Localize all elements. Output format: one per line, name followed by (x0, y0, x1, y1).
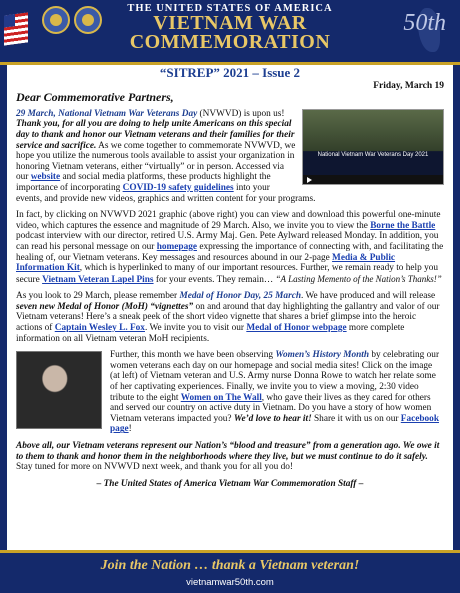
text: , which is hyperlinked to many of our important resources. Further, we remain ready to help you secure (16, 263, 439, 285)
women-on-the-wall-link[interactable]: Women on The Wall (180, 392, 262, 403)
header-banner (0, 0, 460, 65)
header-title (0, 14, 460, 52)
text: by celebrating our women veterans each day on our homepage and social media sites! Click on the image (at left) of Vietnam veteran and U.S. Army nurse Donna Rowe to watch her relate some of her captivating experiences. Finally, we invite you to view a moving, 2:30 video tribute to the eight (110, 350, 440, 403)
paragraph-nvwvd (16, 109, 444, 204)
text: on and around that day highlighting the gallantry and valor of our Vietnam veterans! Here’s a sneak peek of the short video vignette that shares a brief glimpse into the heroic actions of (16, 301, 440, 334)
womens-history-text: Women’s History Month (275, 350, 370, 361)
text: ! (128, 424, 132, 435)
text: expressing the importance of connecting with, and facilitating the healing of, our Vietnam veterans. Key messages and resources abound in our 2-page (16, 241, 444, 263)
main-content (0, 65, 460, 550)
paragraph-womens-history (16, 350, 444, 435)
paragraph-resources (16, 210, 444, 285)
borne-the-battle-link[interactable]: Borne the Battle (370, 220, 436, 231)
vignettes-text: seven new Medal of Honor (MoH) “vignettes” (16, 301, 194, 312)
fiftieth-badge: 50th (403, 10, 446, 36)
staff-signature: – The United States of America Vietnam War Commemoration Staff – (96, 478, 364, 489)
nvwvd-heading: 29 March, National Vietnam War Veterans Day (16, 108, 198, 119)
header-line2: VIETNAM WAR (153, 12, 307, 34)
facebook-link[interactable]: Facebook page (110, 413, 439, 435)
text: Further, this month we have been observing (110, 350, 276, 361)
footer-slogan: Join the Nation … thank a Vietnam veteran! (100, 558, 360, 573)
lapel-pins-link[interactable]: Vietnam Veteran Lapel Pins (42, 274, 154, 285)
footer-banner (0, 550, 460, 593)
video-caption: National Vietnam War Veterans Day 2021 (317, 151, 429, 158)
footer-url[interactable]: vietnamwar50th.com (186, 577, 274, 588)
media-kit-link[interactable]: Media & Public Information Kit (16, 252, 396, 274)
text: As we come together to commemorate NVWVD, we hope you utilize the numerous tools available to assist your organization in honoring Vietnam veterans, either “virtually” or in person. Accessed via our (16, 140, 296, 183)
text: . We have produced and will release (301, 291, 436, 302)
homepage-link[interactable]: homepage (156, 241, 197, 252)
header-line3: COMMEMORATION (129, 31, 331, 53)
text: , who gave their lives as they cared for others and served our country on active duty in Vietnam. Do you have a story of how women Vietnam veterans impacted you? (110, 392, 432, 424)
moh-day-text: Medal of Honor Day, 25 March (179, 291, 301, 302)
closing-bold-text: Above all, our Vietnam veterans represent our Nation’s “blood and treasure” from a generation ago. We owe it to them to thank and honor them in the neighborhoods where they live, but we must continue to do it safely. (16, 441, 440, 462)
header-line1: THE UNITED STATES OF AMERICA (127, 3, 333, 14)
love-to-hear-text: We’d love to hear it! (233, 413, 312, 424)
video-controls (303, 175, 443, 184)
text: As you look to 29 March, please remember (16, 291, 180, 302)
text: Stay tuned for more on NVWVD next week, and thank you for all you do! (16, 462, 294, 473)
text: In fact, by clicking on NVWVD 2021 graphic (above right) you can view and download this powerful one-minute video, which captures the essence and magnitude of 29 March. Also, we invite you to view the (16, 210, 441, 231)
text: more complete information on all Vietnam veteran MoH recipients. (16, 323, 405, 344)
wesley-fox-link[interactable]: Captain Wesley L. Fox (54, 323, 145, 334)
moh-webpage-link[interactable]: Medal of Honor webpage (246, 323, 347, 334)
donna-rowe-video-thumbnail[interactable] (16, 351, 102, 429)
thank-you-text: Thank you, for all you are doing to help unite Americans on this special day to thank and honor our Vietnam veterans and their families for their service and sacrifice. (16, 119, 295, 151)
nvwvd-video-thumbnail[interactable] (302, 109, 444, 185)
greeting: Dear Commemorative Partners, (16, 90, 174, 105)
website-link[interactable]: website (30, 172, 61, 183)
memento-quote: “A Lasting Memento of the Nation’s Thanks!” (275, 273, 442, 284)
text: podcast interview with our director, retired U.S. Army Maj. Gen. Pete Aylward released Monday. In addition, you can read his personal message on our (16, 231, 439, 252)
paragraph-closing (16, 441, 444, 473)
issue-title: “SITREP” 2021 – Issue 2 (159, 65, 301, 80)
issue-date: Friday, March 19 (373, 80, 444, 91)
text: . We invite you to visit our (144, 323, 247, 334)
paragraph-medal-of-honor (16, 291, 444, 344)
text: into your events, and provide new videos, graphics and written content for your programs. (16, 182, 316, 204)
play-icon[interactable] (307, 177, 312, 183)
text: for your events. They remain… (153, 274, 276, 285)
text: Share it with us on our (311, 413, 401, 424)
text: (NVWVD) is upon us! (197, 108, 285, 119)
text: and social media platforms, these products highlight the importance of incorporating (16, 172, 271, 193)
covid-guidelines-link[interactable]: COVID-19 safety guidelines (122, 182, 234, 193)
